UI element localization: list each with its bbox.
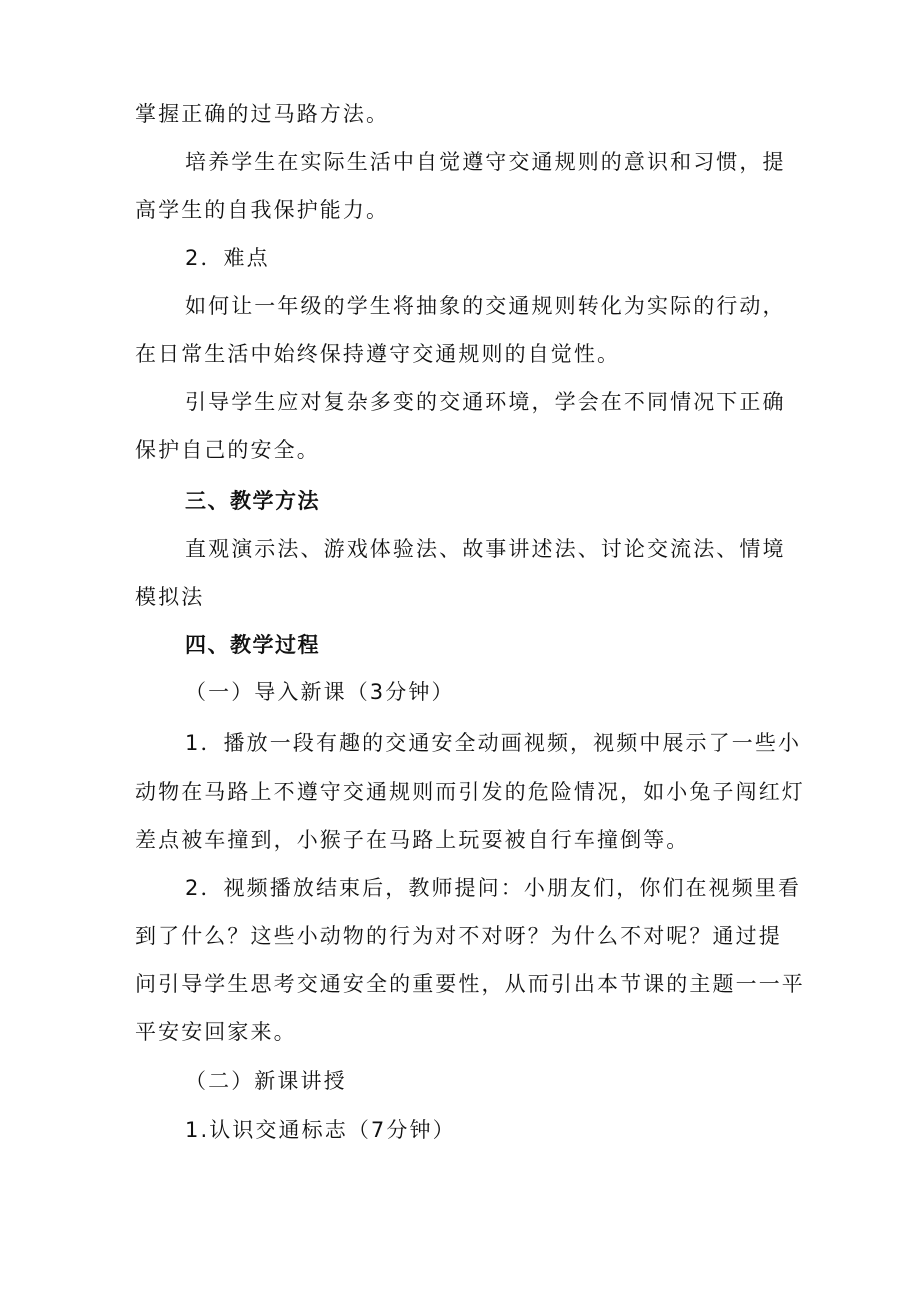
text-line: 模拟法: [135, 585, 205, 609]
text-line: 动物在马路上不遵守交通规则而引发的危险情况，如小兔子闯红灯: [135, 780, 805, 804]
subsection-heading: （二）新课讲授: [185, 1069, 347, 1093]
subsection-heading: 1.认识交通标志（7分钟）: [185, 1118, 456, 1142]
text-line: 平安安回家来。: [135, 1020, 297, 1044]
text-line: 高学生的自我保护能力。: [135, 198, 390, 222]
text-line: 到了什么？这些小动物的行为对不对呀？为什么不对呢？通过提: [135, 924, 782, 948]
text-line: 培养学生在实际生活中自觉遵守交通规则的意识和习惯，提: [185, 150, 786, 174]
text-line: 2．视频播放结束后，教师提问：小朋友们，你们在视频里看: [185, 876, 802, 900]
section-heading: 四、教学过程: [185, 633, 320, 657]
text-line: 差点被车撞到，小猴子在马路上玩耍被自行车撞倒等。: [135, 828, 690, 852]
text-line: 直观演示法、游戏体验法、故事讲述法、讨论交流法、情境: [185, 537, 786, 561]
text-line: 掌握正确的过马路方法。: [135, 102, 390, 126]
subsection-heading: （一）导入新课（3分钟）: [185, 680, 455, 704]
text-line: 问引导学生思考交通安全的重要性，从而引出本节课的主题一一平: [135, 972, 805, 996]
text-line: 在日常生活中始终保持遵守交通规则的自觉性。: [135, 342, 621, 366]
text-line: 如何让一年级的学生将抽象的交通规则转化为实际的行动，: [185, 294, 786, 318]
text-line: 1．播放一段有趣的交通安全动画视频，视频中展示了一些小: [185, 731, 802, 755]
section-heading: 2．难点: [185, 246, 270, 270]
section-heading: 三、教学方法: [185, 489, 320, 513]
text-line: 保护自己的安全。: [135, 438, 320, 462]
text-line: 引导学生应对复杂多变的交通环境，学会在不同情况下正确: [185, 390, 786, 414]
